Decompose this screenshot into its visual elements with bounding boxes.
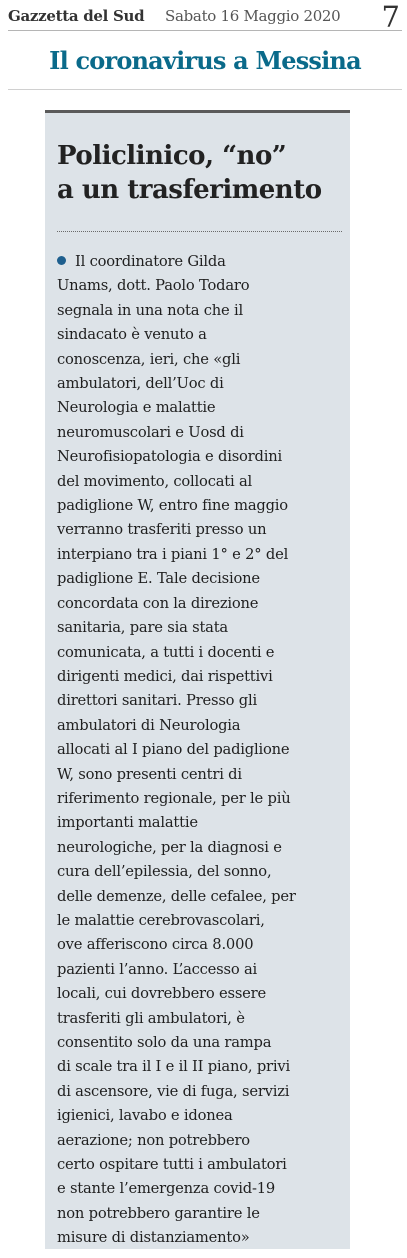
masthead bbox=[8, 0, 402, 34]
body-line-text: padiglione W, entro fine maggio bbox=[57, 497, 288, 515]
body-line-text: padiglione E. Tale decisione bbox=[57, 570, 260, 588]
body-line-text: sindacato è venuto a bbox=[57, 326, 207, 344]
body-line bbox=[57, 299, 345, 323]
body-line-text: Il coordinatore Gilda bbox=[75, 253, 226, 270]
article-box bbox=[45, 110, 350, 1249]
body-line bbox=[57, 1129, 345, 1153]
article-body bbox=[57, 250, 345, 1251]
body-line-text: comunicata, a tutti i docenti e bbox=[57, 643, 275, 661]
body-line-text: consentito solo da una rampa bbox=[57, 1034, 272, 1051]
body-line bbox=[57, 860, 345, 884]
body-line bbox=[57, 787, 345, 811]
body-line-text: W, sono presenti centri di bbox=[57, 765, 242, 783]
body-line-text: neurologiche, per la diagnosi e bbox=[57, 838, 282, 856]
body-line-text: di ascensore, vie di fuga, servizi bbox=[57, 1082, 290, 1100]
headline-line: a un trasferimento bbox=[57, 175, 322, 205]
body-line bbox=[57, 714, 345, 738]
body-line-text: locali, cui dovrebbero essere bbox=[57, 985, 266, 1003]
body-line bbox=[57, 982, 345, 1006]
body-line-text: misure di distanziamento» bbox=[57, 1229, 250, 1247]
body-line bbox=[57, 763, 345, 787]
headline-line: Policlinico, “no” bbox=[57, 141, 287, 171]
body-line bbox=[57, 616, 345, 640]
body-line-text: ambulatori di Neurologia bbox=[57, 716, 241, 734]
body-line-text: allocati al I piano del padiglione bbox=[57, 741, 290, 759]
body-line-text: delle demenze, delle cefalee, per bbox=[57, 887, 296, 905]
body-line-text: ambulatori, dell’Uoc di bbox=[57, 375, 224, 393]
body-line bbox=[57, 348, 345, 372]
body-line bbox=[57, 811, 345, 835]
body-line-text: concordata con la direzione bbox=[57, 594, 259, 612]
body-line bbox=[57, 421, 345, 445]
body-line bbox=[57, 518, 345, 542]
body-line-text: aerazione; non potrebbero bbox=[57, 1131, 250, 1149]
body-line-text: trasferiti gli ambulatori, è bbox=[57, 1009, 245, 1027]
body-line bbox=[57, 909, 345, 933]
newspaper-name: Gazzetta del Sud bbox=[8, 7, 145, 25]
article-headline bbox=[57, 139, 347, 207]
body-line bbox=[57, 396, 345, 420]
body-line-text: Unams, dott. Paolo Todaro bbox=[57, 277, 250, 295]
body-line-text: del movimento, collocati al bbox=[57, 472, 252, 490]
body-line bbox=[57, 665, 345, 689]
body-line-text: sanitaria, pare sia stata bbox=[57, 619, 228, 637]
body-line-text: neuromuscolari e Uosd di bbox=[57, 423, 244, 441]
body-line bbox=[57, 494, 345, 518]
body-line-text: di scale tra il I e il II piano, privi bbox=[57, 1058, 290, 1076]
body-line bbox=[57, 1007, 345, 1031]
bullet-icon bbox=[57, 256, 66, 265]
body-line bbox=[57, 1226, 345, 1250]
body-line-text: certo ospitare tutti i ambulatori bbox=[57, 1156, 287, 1174]
body-line-text: verranno trasferiti presso un bbox=[57, 521, 267, 539]
body-line bbox=[57, 885, 345, 909]
publication-date: Sabato 16 Maggio 2020 bbox=[165, 7, 341, 25]
body-line bbox=[57, 1055, 345, 1079]
body-line bbox=[57, 1177, 345, 1201]
body-line-text: conoscenza, ieri, che «gli bbox=[57, 350, 241, 368]
body-line bbox=[57, 689, 345, 713]
body-line-text: e stante l’emergenza covid-19 bbox=[57, 1180, 276, 1198]
body-line bbox=[57, 836, 345, 860]
body-line bbox=[57, 933, 345, 957]
body-line bbox=[57, 1080, 345, 1104]
body-line-text: ove afferiscono circa 8.000 bbox=[57, 936, 254, 954]
body-line bbox=[57, 1031, 345, 1055]
body-line-text: Neurofisiopatologia e disordini bbox=[57, 448, 282, 466]
body-line bbox=[57, 470, 345, 494]
body-line-text: segnala in una nota che il bbox=[57, 301, 244, 319]
body-line bbox=[57, 543, 345, 567]
body-line bbox=[57, 738, 345, 762]
body-line bbox=[57, 958, 345, 982]
body-line-text: interpiano tra i piani 1° e 2° del bbox=[57, 545, 289, 563]
body-line-text: dirigenti medici, dai rispettivi bbox=[57, 667, 273, 685]
body-line-text: non potrebbero garantire le bbox=[57, 1204, 260, 1222]
section-title: Il coronavirus a Messina bbox=[8, 46, 402, 90]
body-line bbox=[57, 567, 345, 591]
body-line bbox=[57, 592, 345, 616]
page-number: 7 bbox=[381, 0, 400, 34]
body-line-text: le malattie cerebrovascolari, bbox=[57, 911, 265, 929]
body-line-text: Neurologia e malattie bbox=[57, 399, 216, 417]
body-line-text: cura dell’epilessia, del sonno, bbox=[57, 863, 272, 881]
body-line bbox=[57, 1104, 345, 1128]
body-line bbox=[57, 372, 345, 396]
body-line bbox=[57, 445, 345, 469]
body-line-text: igienici, lavabo e idonea bbox=[57, 1107, 233, 1125]
body-line-text: direttori sanitari. Presso gli bbox=[57, 692, 257, 710]
body-line-text: importanti malattie bbox=[57, 814, 198, 832]
body-line bbox=[57, 1153, 345, 1177]
dotted-divider bbox=[57, 231, 342, 232]
body-line-text: riferimento regionale, per le più bbox=[57, 789, 291, 807]
body-line bbox=[57, 250, 345, 274]
body-line bbox=[57, 641, 345, 665]
body-line-text: pazienti l’anno. L’accesso ai bbox=[57, 960, 258, 978]
body-line bbox=[57, 274, 345, 298]
body-line bbox=[57, 323, 345, 347]
body-line bbox=[57, 1202, 345, 1226]
